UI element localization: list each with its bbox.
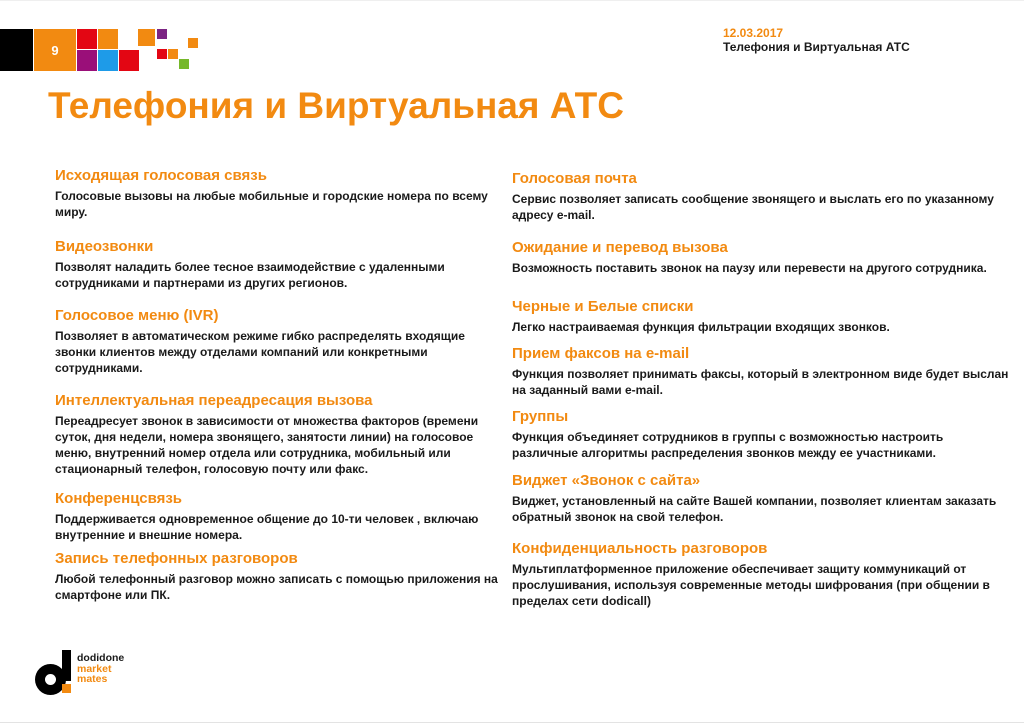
mosaic-square <box>157 49 167 59</box>
page-number-square <box>34 29 76 71</box>
feature-section <box>55 167 507 220</box>
feature-heading: Запись телефонных разговоров <box>55 550 298 567</box>
feature-body: Переадресует звонок в зависимости от множества факторов (времени суток, дня недели, номера звонящего, занятости линии) на голосовое меню, внутренний номер отдела или сотрудника, мобильный или стационарный телефон, голосовую почту или факс. <box>55 414 479 476</box>
logo-tagline-mates: mates <box>77 673 108 685</box>
feature-section <box>55 238 507 291</box>
feature-body: Поддерживается одновременное общение до 10-ти человек , включаю внутренние и внешние номера. <box>55 512 479 542</box>
header-date: 12.03.2017 <box>723 26 784 40</box>
left-column <box>55 167 507 603</box>
mosaic-square <box>98 29 118 49</box>
mosaic-square <box>77 29 97 49</box>
feature-heading: Голосовая почта <box>512 170 637 187</box>
header-meta <box>723 27 910 54</box>
feature-heading: Виджет «Звонок с сайта» <box>512 472 701 489</box>
feature-body: Любой телефонный разговор можно записать с помощью приложения на смартфоне или ПК. <box>55 572 498 602</box>
feature-section <box>55 550 507 603</box>
logo-tagline-market: market <box>77 662 112 675</box>
mosaic-square <box>98 50 118 71</box>
dodidone-logo-icon <box>33 649 75 695</box>
mosaic-square <box>77 50 97 71</box>
mosaic-square <box>179 59 189 69</box>
feature-body: Функция объединяет сотрудников в группы с возможностью настроить различные алгоритмы распределения звонков между ее участниками. <box>512 430 944 460</box>
mosaic-square <box>168 49 178 59</box>
feature-section <box>512 472 1010 525</box>
feature-section <box>512 540 1010 609</box>
header-title: Телефония и Виртуальная АТС <box>723 39 910 54</box>
feature-body: Голосовые вызовы на любые мобильные и городские номера по всему миру. <box>55 189 488 219</box>
feature-heading: Интеллектуальная переадресация вызова <box>55 392 373 409</box>
mosaic-square <box>157 29 167 39</box>
feature-heading: Ожидание и перевод вызова <box>512 239 728 256</box>
feature-heading: Прием факсов на e-mail <box>512 345 690 362</box>
dodidone-logo <box>33 649 173 699</box>
feature-section <box>512 345 1010 398</box>
feature-section <box>512 239 1010 276</box>
feature-heading: Голосовое меню (IVR) <box>55 307 219 324</box>
feature-heading: Исходящая голосовая связь <box>55 167 267 184</box>
right-column <box>512 170 1010 609</box>
page-title: Телефония и Виртуальная АТС <box>48 85 624 126</box>
logo-text <box>77 653 124 685</box>
feature-section <box>512 408 1010 461</box>
feature-heading: Конференцсвязь <box>55 490 183 507</box>
page-number: 9 <box>51 42 59 58</box>
feature-section <box>512 298 1010 335</box>
mosaic-decoration <box>0 1 210 81</box>
mosaic-square-black <box>0 29 33 71</box>
logo-dot-shape <box>62 684 71 693</box>
feature-body: Позволяет в автоматическом режиме гибко распределять входящие звонки клиентов между отделами компаний или конкретными сотрудниками. <box>55 329 465 375</box>
feature-heading: Видеозвонки <box>55 238 154 255</box>
feature-body: Виджет, установленный на сайте Вашей компании, позволяет клиентам заказать обратный звонок на свой телефон. <box>512 494 997 524</box>
feature-body: Функция позволяет принимать факсы, который в электронном виде будет выслан на заданный вами e-mail. <box>512 367 1009 397</box>
feature-body: Позволят наладить более тесное взаимодействие с удаленными сотрудниками и партнерами из других регионов. <box>55 260 445 290</box>
feature-body: Мультиплатформенное приложение обеспечивает защиту коммуникаций от прослушивания, используя современные методы шифрования (при общении в пределах сети dodicall) <box>512 562 990 608</box>
feature-body: Легко настраиваемая функция фильтрации входящих звонков. <box>512 320 890 334</box>
feature-heading: Черные и Белые списки <box>512 298 694 315</box>
feature-heading: Группы <box>512 408 569 425</box>
feature-heading: Конфиденциальность разговоров <box>512 540 768 557</box>
feature-section <box>55 392 507 477</box>
logo-brand-name: dodidone <box>77 652 125 664</box>
feature-body: Сервис позволяет записать сообщение звонящего и выслать его по указанному адресу e-mail. <box>512 192 994 222</box>
mosaic-square <box>138 29 155 46</box>
feature-section <box>55 490 507 543</box>
mosaic-square <box>119 50 139 71</box>
feature-section <box>55 307 507 376</box>
feature-body: Возможность поставить звонок на паузу или перевести на другого сотрудника. <box>512 261 987 275</box>
feature-section <box>512 170 1010 223</box>
mosaic-square <box>188 38 198 48</box>
logo-bar-shape <box>62 650 71 681</box>
